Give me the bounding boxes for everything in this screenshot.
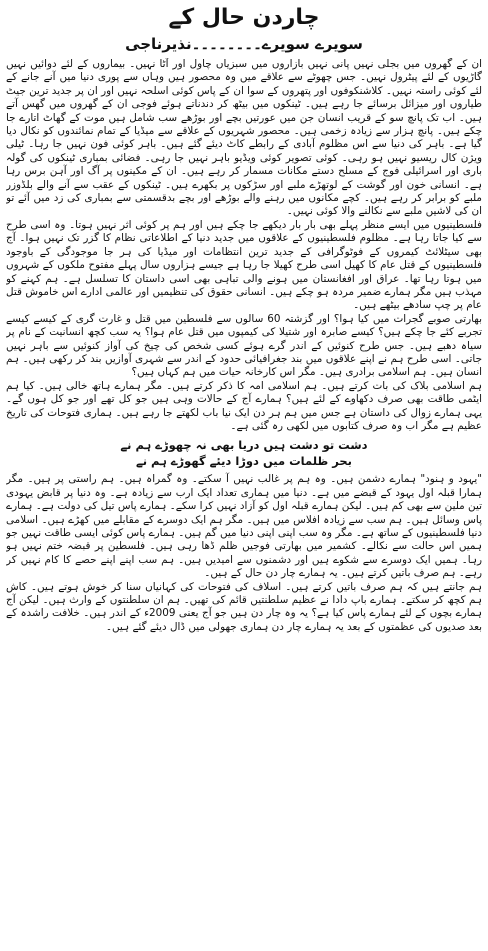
verse-line-2: بحر ظلمات میں دوڑا دیئے گھوڑے ہم نے — [136, 454, 352, 469]
paragraph-2: فلسطینیوں میں ایسے منظر پہلے بھی بار بار دیکھے جا چکے ہیں اور ہم پر کوئی اثر نہیں ہوتا۔ وہ اسی طرح سے کیا جاتا رہا ہے۔ مظلوم فلسطینیوں کے علاقوں میں جدید دنیا کے اطلاعاتی نظام کا گزر تک نہیں ہوا۔ آج بھی سیٹلائٹ کیمروں کے فوٹوگرافی کے جدید ترین انتظامات اور میڈیا کی ہر جا موجودگی کے باوجود فلسطینیوں کے قتل عام کا کھیل اسی طرح کھیلا جا رہا ہے جیسے ہزاروں سال پہلے مفتوح ملکوں کے شہروں میں ہوتا رہا تھا۔ عراق اور افغانستان میں ہونے والی تباہی بھی اسی داستان کا تسلسل ہے۔ ہم کہنے کو مہذب ہیں مگر ہمارے ضمیر مردہ ہو چکے ہیں۔ انسانی حقوق کی تنظیمیں اور عالمی ادارے اس خاموش قتل عام پر چپ سادھے بیٹھے ہیں۔ — [6, 218, 482, 312]
article-body — [6, 58, 482, 947]
paragraph-3: بھارتی صوبے گجرات میں کیا ہوا؟ اور گزشتہ 60 سالوں سے فلسطین میں قتل و غارت گری کے کیسے کیسے تجربے کئے جا چکے ہیں؟ کیسے صابرہ اور شتیلا کی کیمپوں میں قتل عام ہوا؟ یہ سب کچھ انسانیت کے نام پر سیاہ دھبے ہیں۔ جس طرح کنوئیں کے اندر گرے ہوئے کسی شخص کی چیخ کی آواز کنوئیں سے باہر نہیں جاتی۔ اسی طرح ہم نے اپنے علاقوں میں بند جغرافیائی حدود کے اندر سے شہری آوازیں بند کر رکھی ہیں۔ ہم انسان ہیں۔ ہم اسلامی برادری ہیں۔ مگر اس کارخانہ حیات میں ہم کہاں ہیں؟ — [6, 312, 482, 379]
author-byline: سویرے سویرے۔۔۔۔۔۔۔۔نذیرناجی — [125, 35, 363, 53]
paragraph-4: ہم اسلامی بلاک کی بات کرتے ہیں۔ ہم اسلامی امہ کا ذکر کرتے ہیں۔ مگر ہمارے ہاتھ خالی ہیں۔ کیا ہم ایٹمی طاقت بھی صرف دکھاوے کے لئے ہیں؟ ہمارے آج کے حالات وہی ہیں جو کل تھے اور جو کل ہوں گے۔ یہی ہمارے زوال کی داستان ہے جس میں ہم ہر دن ایک نیا باب لکھتے جا رہے ہیں۔ ہماری فتوحات کی تاریخ عظیم ہے مگر اب وہ صرف کتابوں میں لکھی رہ گئی ہے۔ — [6, 379, 482, 432]
verse-line-1: دشت تو دشت ہیں دریا بھی نہ چھوڑے ہم نے — [120, 438, 368, 453]
paragraph-6: ہم جانتے ہیں کہ ہم صرف باتیں کرتے ہیں۔ اسلاف کی فتوحات کی کہانیاں سنا کر خوش ہوتے ہیں۔ کاش ہم کچھ کر سکتے۔ ہمارے باپ دادا نے عظیم سلطنتیں قائم کی تھیں۔ ہم ان سلطنتوں کے وارث ہیں۔ لیکن آج ہمارے بچوں کے لئے ہمارے پاس کیا ہے؟ یہ وہ چار دن ہیں جو آج یعنی 2009ء کے اندر ہیں۔ خلافت راشدہ کے بعد صدیوں کی عظمتوں کے بعد یہ ہمارے چار دن ہماری جھولی میں ڈال دیئے گئے ہیں۔ — [6, 580, 482, 633]
article-title: چاردن حال کے — [168, 5, 320, 30]
paragraph-1: ان کے گھروں میں بجلی نہیں پانی نہیں بازاروں میں سبزیاں چاول اور آٹا نہیں۔ بیماروں کے لئے دوائیں نہیں گاڑیوں کے لئے پیٹرول نہیں۔ جس چھوٹے سے علاقے میں وہ محصور ہیں وہاں سے پوری دنیا میں آنے جانے کے لئے کوئی راستہ نہیں۔ کلاشنکوفوں اور پتھروں کے سوا ان کے پاس کوئی اسلحہ نہیں اور ان پر جدید ترین جیٹ طیاروں اور میزائل برسائے جا رہے ہیں۔ ٹینکوں میں بیٹھ کر دندناتے ہوئے فوجی ان کے گھروں میں گھس آتے ہیں۔ اب تک پانچ سو کے قریب انسان جن میں عورتیں بچے اور بوڑھے سب شامل ہیں موت کے گھاٹ اتارے جا چکے ہیں۔ پانچ ہزار سے زیادہ زخمی ہیں۔ محصور شہریوں کے علاقے سے میڈیا کے تمام نمائندوں کو نکال دیا گیا ہے۔ باہر کی دنیا سے اس مظلوم آبادی کے رابطے کاٹ دیئے گئے ہیں۔ باہر کوئی فون نہیں جا رہا۔ ٹیلی ویژن کال ریسیو نہیں ہو رہی۔ کوئی تصویر کوئی ویڈیو باہر نہیں جا رہی۔ فضائی بمباری ٹینکوں کی گولہ باری اور اسرائیلی فوج کے مسلح دستے مکانات مسمار کر رہے ہیں۔ ان کے مکینوں پر آگ اور آہن برس رہا ہے۔ انسانی خون اور گوشت کے لوتھڑے ملبے اور سڑکوں پر بکھرے ہیں۔ ٹینکوں کے عقب سے آنے والے بلڈوزر ملبے کو برابر کر رہے ہیں۔ کچے مکانوں میں رہنے والے بوڑھے اور بچے بدقسمتی سے بمباری کی زد میں آئے تو ان کی لاشیں ملبے سے نکالنے والا کوئی نہیں۔ — [6, 58, 482, 218]
paragraph-5: "یہود و ہنود" ہمارے دشمن ہیں۔ وہ ہم پر غالب نہیں آ سکتے۔ وہ گمراہ ہیں۔ ہم راستی پر ہیں۔ مگر ہمارا قبلہ اول یہود کے قبضے میں ہے۔ دنیا میں ہماری تعداد ایک ارب سے زیادہ ہے۔ وہ دنیا پر قابض یہودی تین ملین سے بھی کم ہیں۔ لیکن ہمارے قبلہ اول کو آزاد نہیں کرا سکے۔ ہمارے پاس تیل کی دولت ہے۔ ہمارے پاس وسائل ہیں۔ ہم سب سے زیادہ افلاس میں ہیں۔ مگر ہم ایک دوسرے کے مقابلے میں کھڑے ہیں۔ اسلامی دنیا فلسطینیوں کے ساتھ ہے۔ مگر وہ سب اپنی اپنی دنیا میں گم ہیں۔ ہمارے پاس کوئی ایسی طاقت نہیں جو ہمیں اس حالت سے نکالے۔ کشمیر میں بھارتی فوجیں ظلم ڈھا رہی ہیں۔ فلسطین پر قبضہ ختم نہیں ہو رہا۔ ہمیں ایک دوسرے سے شکوے ہیں اور دشمنوں سے امیدیں ہیں۔ ہم سب اپنے اپنے حصے کا کام نہیں کر رہے۔ ہم صرف باتیں کرتے ہیں۔ یہ ہمارے چار دن حال کے ہیں۔ — [6, 473, 482, 580]
poetry-verse — [6, 437, 482, 469]
